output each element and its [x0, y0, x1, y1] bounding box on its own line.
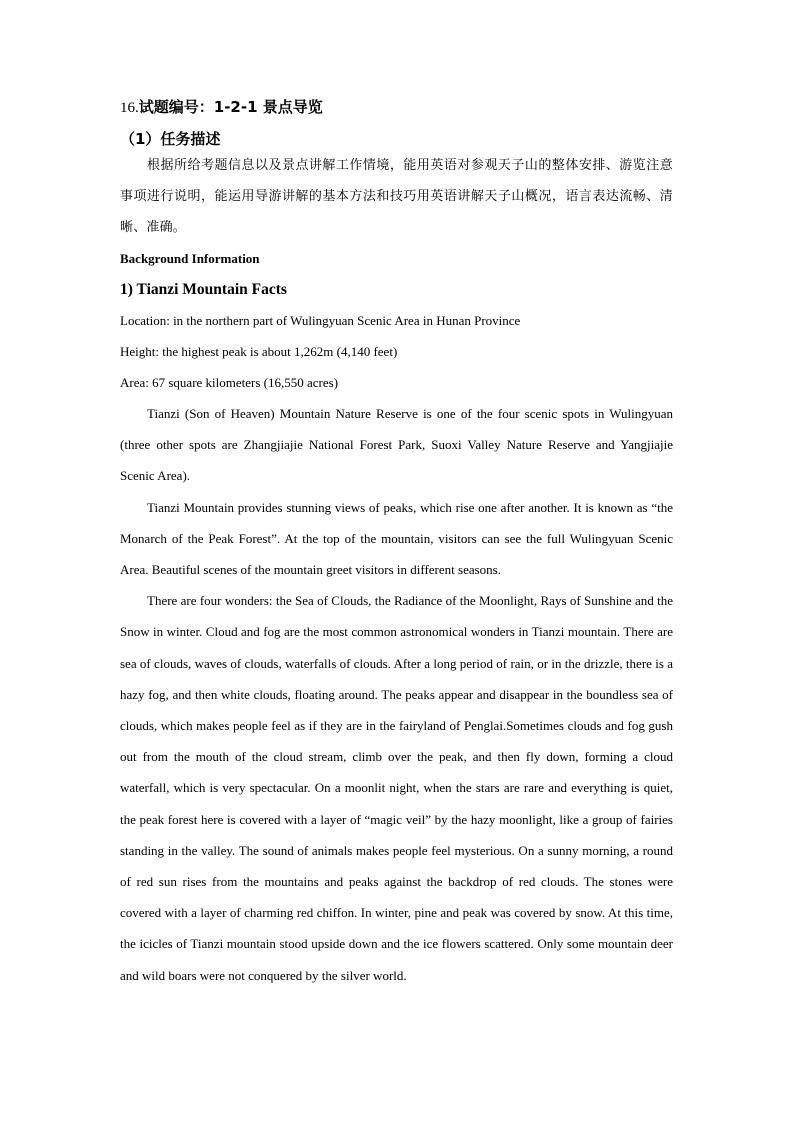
fact-height: Height: the highest peak is about 1,262m (4,140 feet) [120, 344, 398, 359]
paragraph-wonders: There are four wonders: the Sea of Clouds, the Radiance of the Moonlight, Rays of Sunshine and the Snow in winter. Cloud and fog are the most common astronomical wonders in Tianzi mountain. There are sea of clouds, waves of clouds, waterfalls of clouds. After a long period of rain, or in the drizzle, there is a hazy fog, and then white clouds, floating around. The peaks appear and disappear in the boundless sea of clouds, which makes people feel as if they are in the fairyland of Penglai.Sometimes clouds and fog gush out from the mouth of the cloud stream, climb over the peak, and then fly down, forming a cloud waterfall, which is very spectacular. On a moonlit night, when the stars are rare and everything is quiet, the peak forest here is covered with a layer of “magic veil” by the hazy moonlight, like a group of fairies standing in the valley. The sound of animals makes people feel mysterious. On a sunny morning, a round of red sun rises from the mountains and peaks against the backdrop of red clouds. The stones were covered with a layer of charming red chiffon. In winter, pine and peak was covered by snow. At this time, the icicles of Tianzi mountain stood upside down and the ice flowers scattered. Only some mountain deer and wild boars were not conquered by the silver world. [120, 593, 673, 983]
task-description: 根据所给考题信息以及景点讲解工作情境，能用英语对参观天子山的整体安排、游览注意事项进行说明，能运用导游讲解的基本方法和技巧用英语讲解天子山概况，语言表达流畅、清晰、准确。 [120, 158, 673, 235]
fact-area: Area: 67 square kilometers (16,550 acres) [120, 375, 339, 390]
paragraph-reserve: Tianzi (Son of Heaven) Mountain Nature Reserve is one of the four scenic spots in Wulingyuan (three other spots are Zhangjiajie National Forest Park, Suoxi Valley Nature Reserve and Yangjiajie Scenic Area). [120, 406, 673, 484]
question-title [120, 96, 673, 119]
question-number: 16. [120, 100, 139, 116]
background-label: Background Information [120, 251, 260, 266]
facts-heading: 1) Tianzi Mountain Facts [120, 281, 287, 298]
task-heading: （1）任务描述 [120, 130, 221, 148]
question-title-text: 试题编号：1-2-1 景点导览 [138, 98, 323, 116]
paragraph-views: Tianzi Mountain provides stunning views of peaks, which rise one after another. It is known as “the Monarch of the Peak Forest”. At the top of the mountain, visitors can see the full Wulingyuan Scenic Area. Beautiful scenes of the mountain greet visitors in different seasons. [120, 499, 673, 578]
document-page [120, 96, 673, 991]
fact-location: Location: in the northern part of Wulingyuan Scenic Area in Hunan Province [120, 313, 521, 328]
